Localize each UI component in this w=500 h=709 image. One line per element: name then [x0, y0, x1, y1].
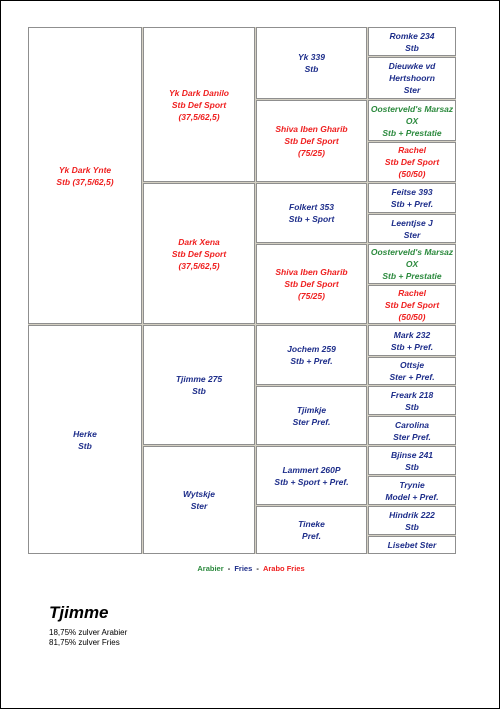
gen2-cell: Dark Xena Stb Def Sport (37,5/62,5): [143, 183, 255, 324]
legend-fries: Fries: [234, 564, 253, 573]
breed-legend: [1, 564, 500, 573]
gen4-cell: Lisebet Ster: [368, 536, 456, 554]
gen2-cell: Yk Dark Danilo Stb Def Sport (37,5/62,5): [143, 27, 255, 182]
gen2-cell: Tjimme 275 Stb: [143, 325, 255, 445]
gen3-cell: Jochem 259 Stb + Pref.: [256, 325, 367, 385]
gen4-cell: Feitse 393 Stb + Pref.: [368, 183, 456, 213]
gen3-cell: Yk 339 Stb: [256, 27, 367, 99]
pedigree-table: [28, 27, 456, 554]
gen4-cell: Romke 234 Stb: [368, 27, 456, 56]
friesian-percentage: 81,75% zulver Fries: [49, 638, 120, 647]
gen4-cell: Rachel Stb Def Sport (50/50): [368, 142, 456, 182]
gen3-cell: Shiva Iben Gharib Stb Def Sport (75/25): [256, 100, 367, 182]
gen4-cell: Freark 218 Stb: [368, 386, 456, 415]
gen4-cell: Oosterveld's Marsaz OX Stb + Prestatie: [368, 244, 456, 284]
gen4-cell: Hindrik 222 Stb: [368, 506, 456, 535]
gen4-cell: Leentjse J Ster: [368, 214, 456, 243]
gen3-cell: Lammert 260P Stb + Sport + Pref.: [256, 446, 367, 505]
gen4-cell: Dieuwke vd Hertshoorn Ster: [368, 57, 456, 99]
sire-cell: Yk Dark Ynte Stb (37,5/62,5): [28, 27, 142, 324]
arabian-percentage: 18,75% zulver Arabier: [49, 628, 128, 637]
gen3-cell: Folkert 353 Stb + Sport: [256, 183, 367, 243]
legend-separator: -: [256, 564, 259, 573]
legend-arabier: Arabier: [197, 564, 224, 573]
gen4-cell: Ottsje Ster + Pref.: [368, 357, 456, 385]
gen3-cell: Tineke Pref.: [256, 506, 367, 554]
gen2-cell: Wytskje Ster: [143, 446, 255, 554]
horse-name: Tjimme: [49, 603, 109, 622]
gen4-cell: Mark 232 Stb + Pref.: [368, 325, 456, 356]
gen4-cell: Carolina Ster Pref.: [368, 416, 456, 445]
dam-cell: Herke Stb: [28, 325, 142, 554]
gen4-cell: Rachel Stb Def Sport (50/50): [368, 285, 456, 324]
gen3-cell: Tjimkje Ster Pref.: [256, 386, 367, 445]
gen3-cell: Shiva Iben Gharib Stb Def Sport (75/25): [256, 244, 367, 324]
gen4-cell: Bjinse 241 Stb: [368, 446, 456, 475]
legend-arabo-fries: Arabo Fries: [262, 564, 305, 573]
gen4-cell: Oosterveld's Marsaz OX Stb + Prestatie: [368, 100, 456, 141]
legend-separator: -: [227, 564, 231, 573]
gen4-cell: Trynie Model + Pref.: [368, 476, 456, 505]
